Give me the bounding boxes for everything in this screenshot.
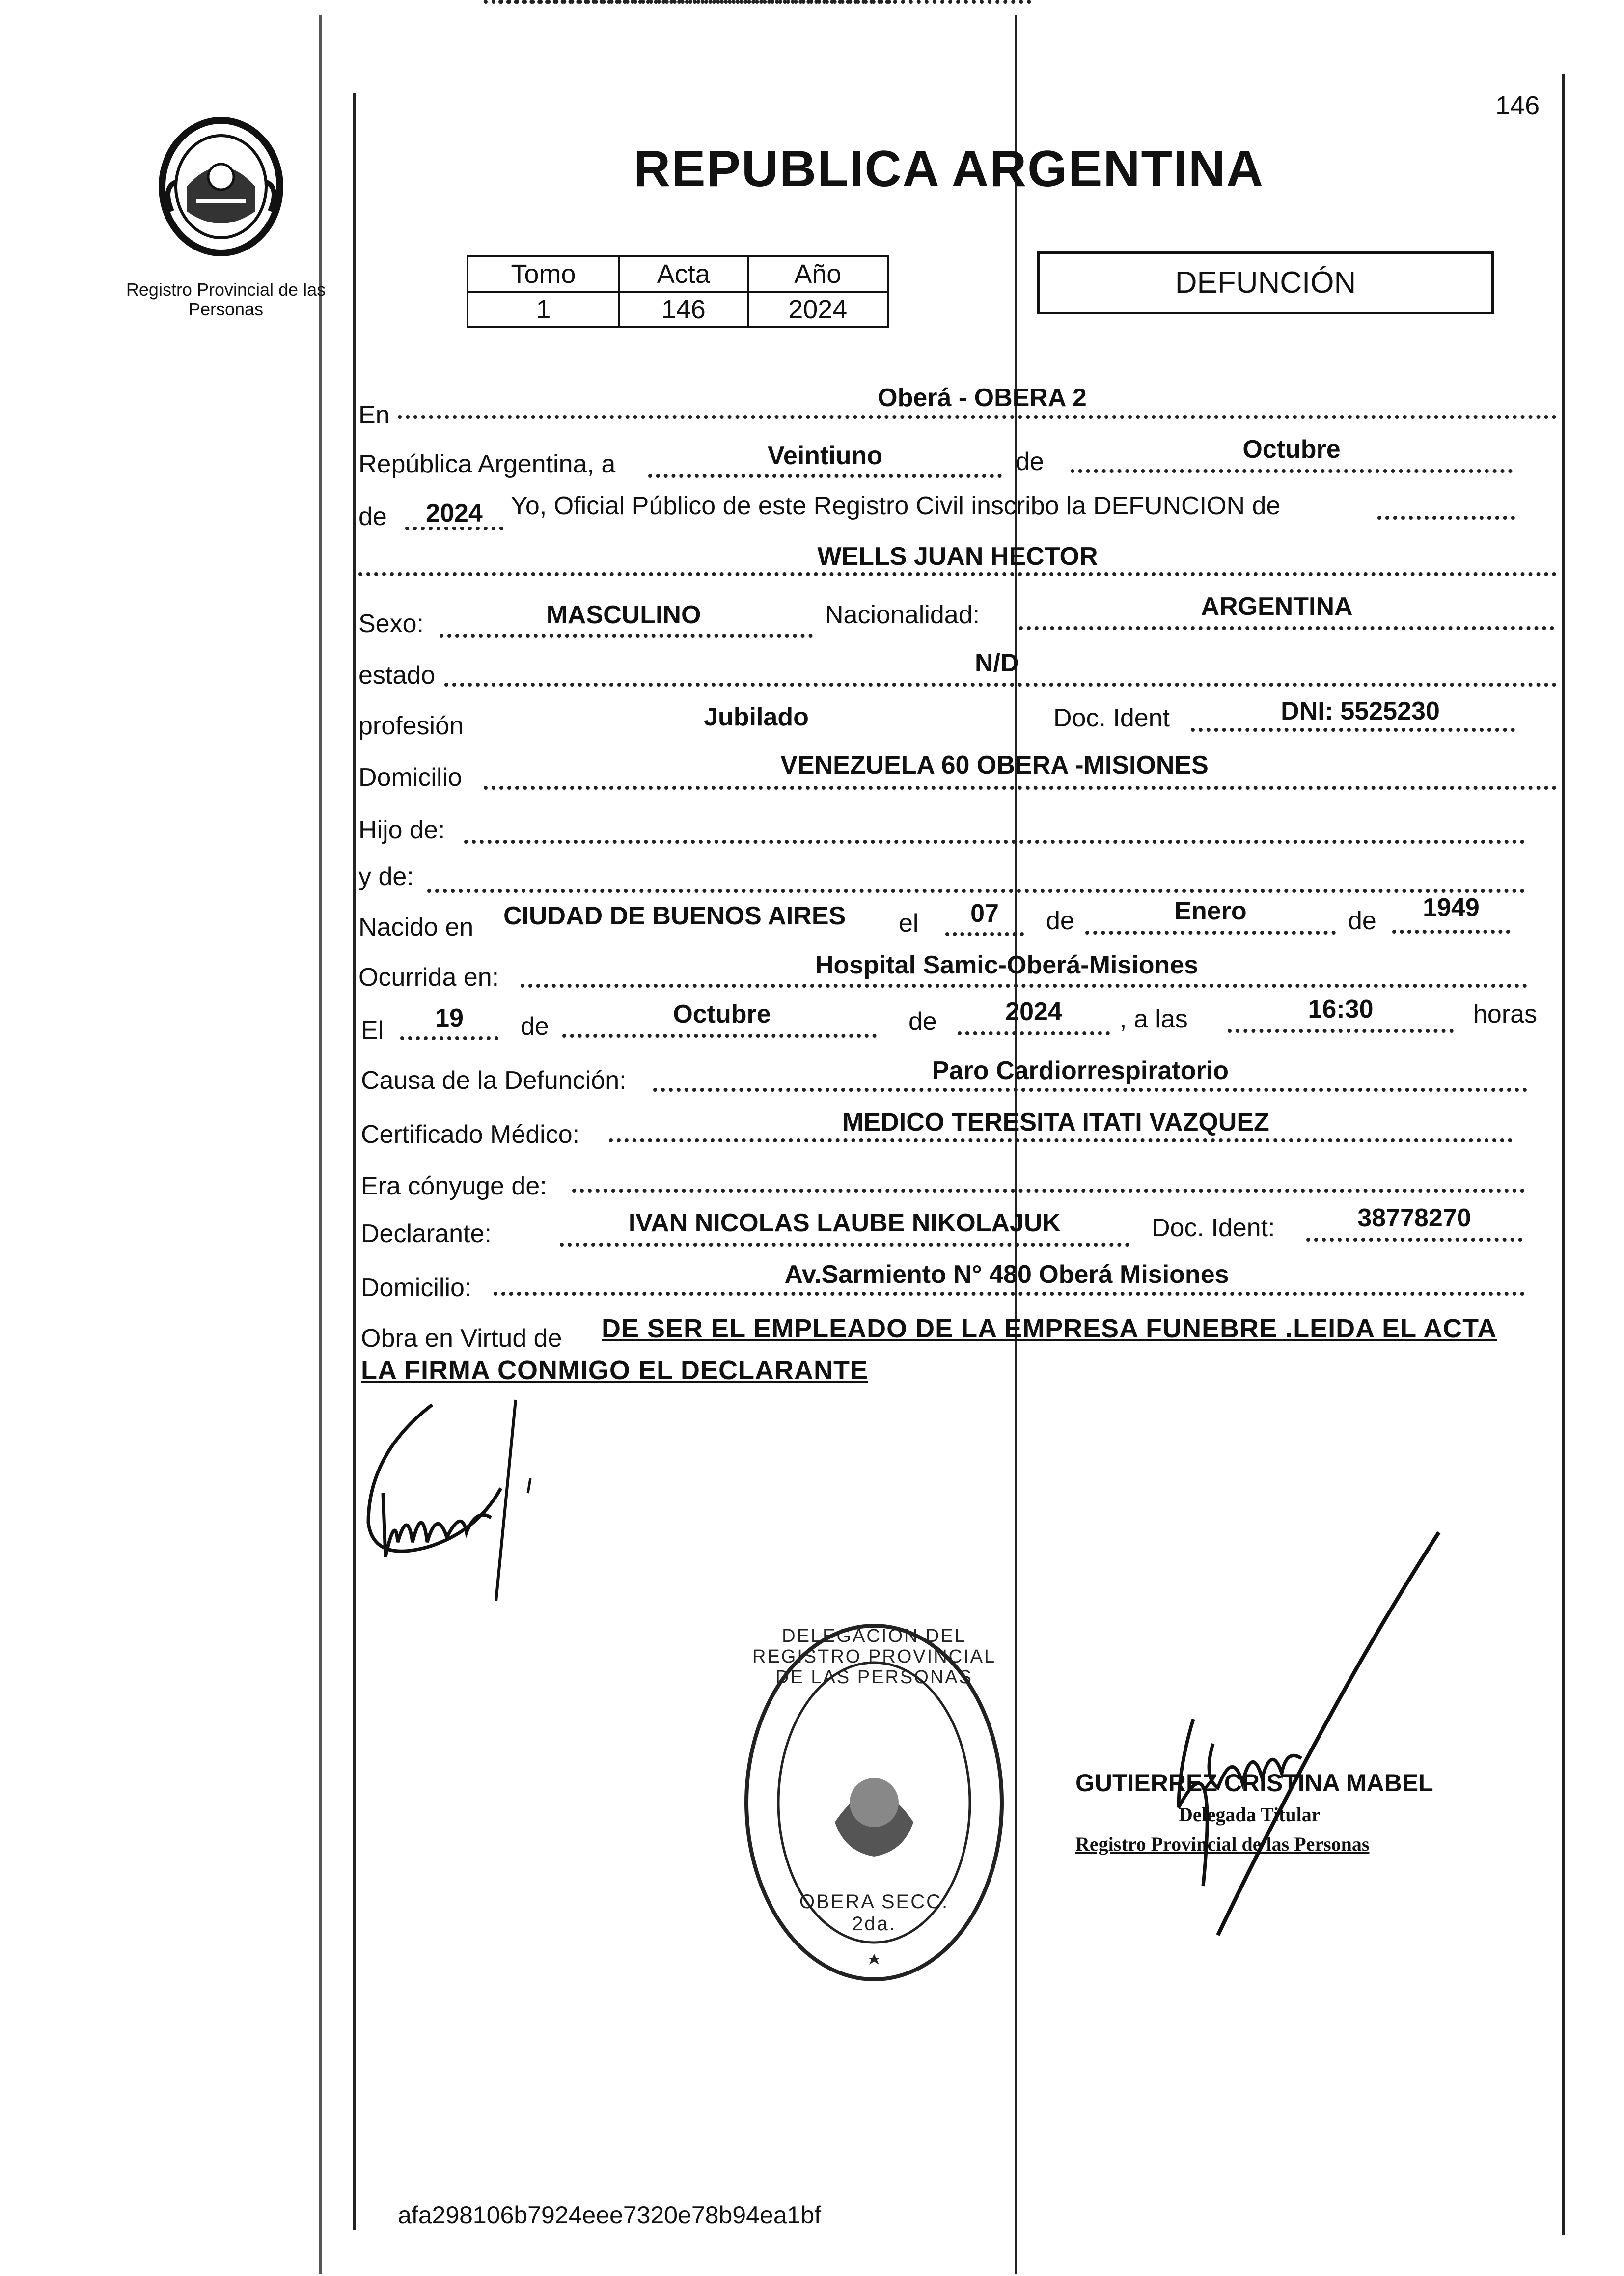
day-value: Veintiuno bbox=[768, 442, 882, 470]
nacido-line bbox=[498, 0, 891, 4]
form-left-border bbox=[353, 93, 356, 2230]
page-number: 146 bbox=[1495, 91, 1540, 120]
republica-label: República Argentina, a bbox=[358, 450, 616, 478]
yo-line bbox=[1377, 516, 1515, 520]
official-role: Delegada Titular bbox=[1179, 1804, 1321, 1826]
sexo-label: Sexo: bbox=[358, 610, 424, 638]
de6-label: de bbox=[908, 1007, 937, 1036]
birth-month-value: Enero bbox=[1174, 897, 1247, 925]
horas-label: horas bbox=[1473, 1000, 1538, 1028]
death-time-value: 16:30 bbox=[1308, 995, 1374, 1024]
month-value: Octubre bbox=[1242, 435, 1341, 464]
doc-ident-line bbox=[1191, 728, 1515, 732]
birth-place-value: CIUDAD DE BUENOS AIRES bbox=[503, 902, 846, 930]
scan-fold-line bbox=[1015, 15, 1017, 2274]
causa-value: Paro Cardiorrespiratorio bbox=[932, 1056, 1229, 1085]
document-hash: afa298106b7924eee7320e78b94ea1bf bbox=[398, 2201, 822, 2229]
conyuge-line bbox=[572, 1189, 1525, 1193]
death-day-value: 19 bbox=[435, 1004, 464, 1032]
month-line bbox=[1071, 469, 1513, 473]
declarant-signature bbox=[349, 1395, 555, 1601]
page-title: REPUBLICA ARGENTINA bbox=[633, 140, 1265, 197]
yde-label: y de: bbox=[358, 862, 414, 891]
left-margin-line bbox=[319, 15, 322, 2274]
ocurrida-value: Hospital Samic-Oberá-Misiones bbox=[815, 951, 1199, 979]
el-label: el bbox=[899, 909, 919, 938]
estado-value: N/D bbox=[975, 649, 1019, 677]
birth-day-line bbox=[945, 932, 1024, 936]
estado-line bbox=[444, 683, 1557, 687]
nacido-label: Nacido en bbox=[358, 913, 474, 942]
yo-label: Yo, Oficial Público de este Registro Civil inscribo la DEFUNCION de bbox=[511, 492, 1281, 520]
causa-line bbox=[653, 1088, 1527, 1092]
estado-label: estado bbox=[358, 661, 436, 690]
domicilio-label: Domicilio bbox=[358, 763, 462, 792]
birth-year-line bbox=[1392, 930, 1510, 934]
nacionalidad-label: Nacionalidad: bbox=[825, 601, 980, 629]
record-type: DEFUNCIÓN bbox=[1175, 266, 1356, 300]
ocurrida-label: Ocurrida en: bbox=[358, 963, 499, 992]
nacionalidad-value: ARGENTINA bbox=[1201, 592, 1353, 621]
doc2-value: 38778270 bbox=[1357, 1204, 1471, 1232]
death-day-line bbox=[400, 1036, 498, 1040]
birth-month-line bbox=[1085, 931, 1336, 935]
declarante-label: Declarante: bbox=[361, 1220, 492, 1248]
de-label: de bbox=[1016, 447, 1044, 476]
obra-value-line2: LA FIRMA CONMIGO EL DECLARANTE bbox=[361, 1356, 868, 1385]
de5-label: de bbox=[521, 1012, 549, 1041]
form-right-border bbox=[1562, 74, 1565, 2235]
certificado-value: MEDICO TERESITA ITATI VAZQUEZ bbox=[842, 1108, 1269, 1137]
death-month-line bbox=[562, 1034, 877, 1038]
de2-label: de bbox=[358, 502, 387, 531]
death-time-line bbox=[1228, 1029, 1454, 1033]
table-value-acta: 146 bbox=[619, 292, 748, 327]
profesion-value: Jubilado bbox=[704, 703, 809, 731]
doc2-line bbox=[1306, 1238, 1522, 1242]
death-month-value: Octubre bbox=[673, 1000, 771, 1028]
doc-ident-label: Doc. Ident bbox=[1053, 704, 1170, 732]
death-year-value: 2024 bbox=[1005, 998, 1062, 1026]
table-header-acta: Acta bbox=[619, 256, 748, 292]
profesion-label: profesión bbox=[358, 712, 464, 740]
obra-value: DE SER EL EMPLEADO DE LA EMPRESA FUNEBRE .LEIDA EL ACTA bbox=[602, 1314, 1497, 1343]
el2-label: El bbox=[361, 1016, 384, 1045]
official-signature bbox=[1056, 1513, 1498, 1955]
province-seal-logo bbox=[147, 113, 295, 260]
official-name: GUTIERREZ CRISTINA MABEL bbox=[1075, 1769, 1433, 1797]
sexo-line bbox=[440, 634, 813, 638]
ocurrida-line bbox=[521, 984, 1527, 988]
en-value: Oberá - OBERA 2 bbox=[878, 384, 1087, 412]
doc-ident-value: DNI: 5525230 bbox=[1281, 697, 1440, 725]
sexo-value: MASCULINO bbox=[546, 601, 701, 629]
doc2-label: Doc. Ident: bbox=[1152, 1214, 1275, 1242]
domicilio-value: VENEZUELA 60 OBERA -MISIONES bbox=[780, 751, 1209, 779]
birth-day-value: 07 bbox=[970, 899, 999, 928]
table-header-ano: Año bbox=[748, 256, 888, 292]
conyuge-label: Era cónyuge de: bbox=[361, 1172, 547, 1200]
seal-label: Registro Provincial de las Personas bbox=[126, 279, 326, 319]
certificado-label: Certificado Médico: bbox=[361, 1120, 580, 1149]
stamp-inner-text: OBERA SECC. 2da. bbox=[799, 1891, 949, 1935]
table-header-tomo: Tomo bbox=[468, 256, 619, 292]
delegation-stamp bbox=[737, 1616, 1012, 1989]
causa-label: Causa de la Defunción: bbox=[361, 1066, 627, 1095]
record-id-table bbox=[467, 255, 889, 328]
year-value: 2024 bbox=[426, 499, 483, 527]
domicilio2-label: Domicilio: bbox=[361, 1274, 472, 1302]
de3-label: de bbox=[1046, 907, 1074, 935]
hijo-line bbox=[464, 840, 1525, 844]
death-year-line bbox=[958, 1031, 1110, 1035]
table-value-ano: 2024 bbox=[748, 292, 888, 327]
hijo-label: Hijo de: bbox=[358, 816, 445, 844]
record-type-box bbox=[1037, 251, 1494, 314]
deceased-name: WELLS JUAN HECTOR bbox=[817, 542, 1098, 571]
name-line bbox=[358, 572, 1557, 576]
declarante-value: IVAN NICOLAS LAUBE NIKOLAJUK bbox=[628, 1209, 1061, 1237]
en-label: En bbox=[358, 401, 390, 429]
domicilio-line bbox=[484, 786, 1557, 790]
day-line bbox=[648, 474, 1002, 478]
domicilio2-value: Av.Sarmiento N° 480 Oberá Misiones bbox=[784, 1260, 1229, 1289]
birth-year-value: 1949 bbox=[1423, 893, 1480, 922]
declarante-line bbox=[560, 1243, 1129, 1247]
certificado-line bbox=[609, 1138, 1513, 1142]
yde-line bbox=[427, 889, 1525, 893]
obra-label: Obra en Virtud de bbox=[361, 1324, 562, 1353]
official-org: Registro Provincial de las Personas bbox=[1075, 1833, 1370, 1855]
stamp-ring-text: DELEGACION DEL REGISTRO PROVINCIAL DE LAS PERSONAS bbox=[752, 1626, 996, 1688]
domicilio2-line bbox=[494, 1292, 1525, 1296]
nacionalidad-line bbox=[1019, 626, 1554, 630]
table-value-tomo: 1 bbox=[468, 292, 619, 327]
alas-label: , a las bbox=[1120, 1005, 1188, 1033]
en-line bbox=[398, 415, 1557, 419]
de4-label: de bbox=[1348, 907, 1376, 935]
